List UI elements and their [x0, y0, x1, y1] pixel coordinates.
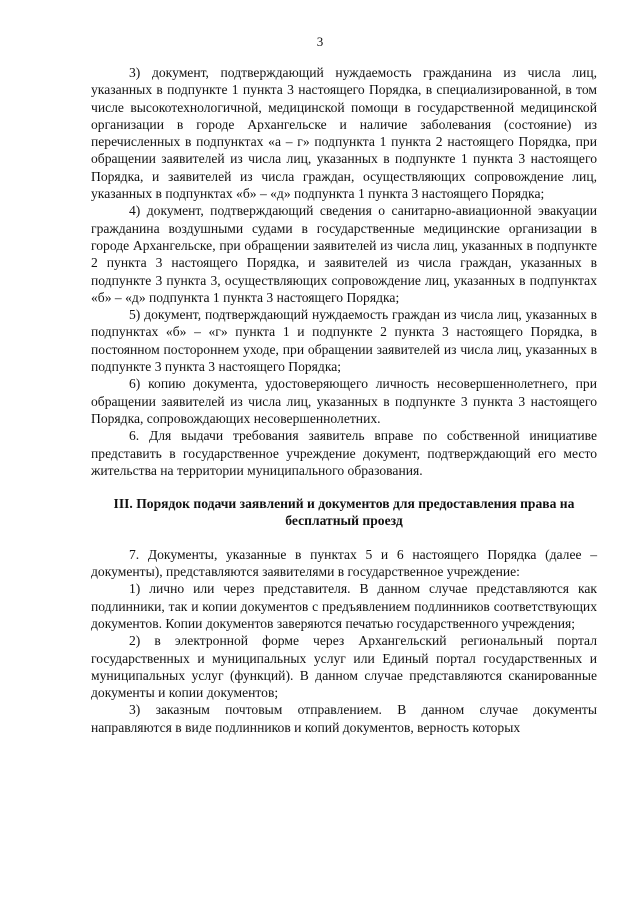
section-heading: III. Порядок подачи заявлений и документов для предоставления права на бесплатный проезд [113, 496, 575, 529]
paragraph-clause-7: 7. Документы, указанные в пунктах 5 и 6 настоящего Порядка (далее – документы), представляются заявителями в государственное учреждение: [91, 546, 597, 580]
paragraph-subitem-3: 3) заказным почтовым отправлением. В данном случае документы направляются в виде подлинников и копий документов, верность которых [91, 702, 597, 735]
paragraph-subitem-1: 1) лично или через представителя. В данном случае представляются как подлинники, так и копии документов с предъявлением подлинников соответствующих документов. Копии документов заверяются печатью государственного учреждения; [91, 581, 597, 631]
paragraph-item-5: 5) документ, подтверждающий нуждаемость граждан из числа лиц, указанных в подпунктах «б» – «г» пункта 1 и подпункте 2 пункта 3 настоящего Порядка, в постоянном постороннем уходе, при обращении заявителей из числа лиц, указанных в подпункте 3 пункта 3 настоящего Порядка; [91, 307, 597, 375]
page-number: 3 [316, 34, 324, 49]
document-body [91, 64, 597, 736]
paragraph-item-4: 4) документ, подтверждающий сведения о санитарно-авиационной эвакуации гражданина воздушными судами в государственные медицинские организации в городе Архангельске, при обращении заявителей из числа лиц, указанных в подпункте 2 пункта 3 настоящего Порядка, и заявителей из числа граждан, указанных в подпункте 3 пункта 3, осуществляющих сопровождение лиц, указанных в подпунктах «б» – «д» подпункта 1 пункта 3 настоящего Порядка; [91, 203, 597, 305]
paragraph-subitem-2: 2) в электронной форме через Архангельский региональный портал государственных и муниципальных услуг или Единый портал государственных и муниципальных услуг (функций). В данном случае представляются сканированные документы и копии документов; [91, 633, 597, 701]
paragraph-clause-6: 6. Для выдачи требования заявитель вправе по собственной инициативе представить в государственное учреждение документ, подтверждающий его место жительства на территории муниципального образования. [91, 428, 597, 478]
paragraph-item-6: 6) копию документа, удостоверяющего личность несовершеннолетнего, при обращении заявителей из числа лиц, указанных в подпункте 3 пункта 3 настоящего Порядка, сопровождающих несовершеннолетних. [91, 376, 597, 426]
paragraph-item-3: 3) документ, подтверждающий нуждаемость гражданина из числа лиц, указанных в подпункте 1 пункта 3 настоящего Порядка, в специализированной, в том числе высокотехнологичной, медицинской помощи в государственной медицинской организации в городе Архангельске и наличие заболевания (состояние) из перечисленных в подпунктах «а – г» подпункта 1 пункта 2 настоящего Порядка, при обращении заявителей из числа лиц, указанных в подпункте 1 пункта 3 настоящего Порядка, и заявителей из числа граждан, осуществляющих сопровождение лиц, указанных в подпунктах «б» – «д» подпункта 1 пункта 3 настоящего Порядка; [91, 65, 597, 202]
